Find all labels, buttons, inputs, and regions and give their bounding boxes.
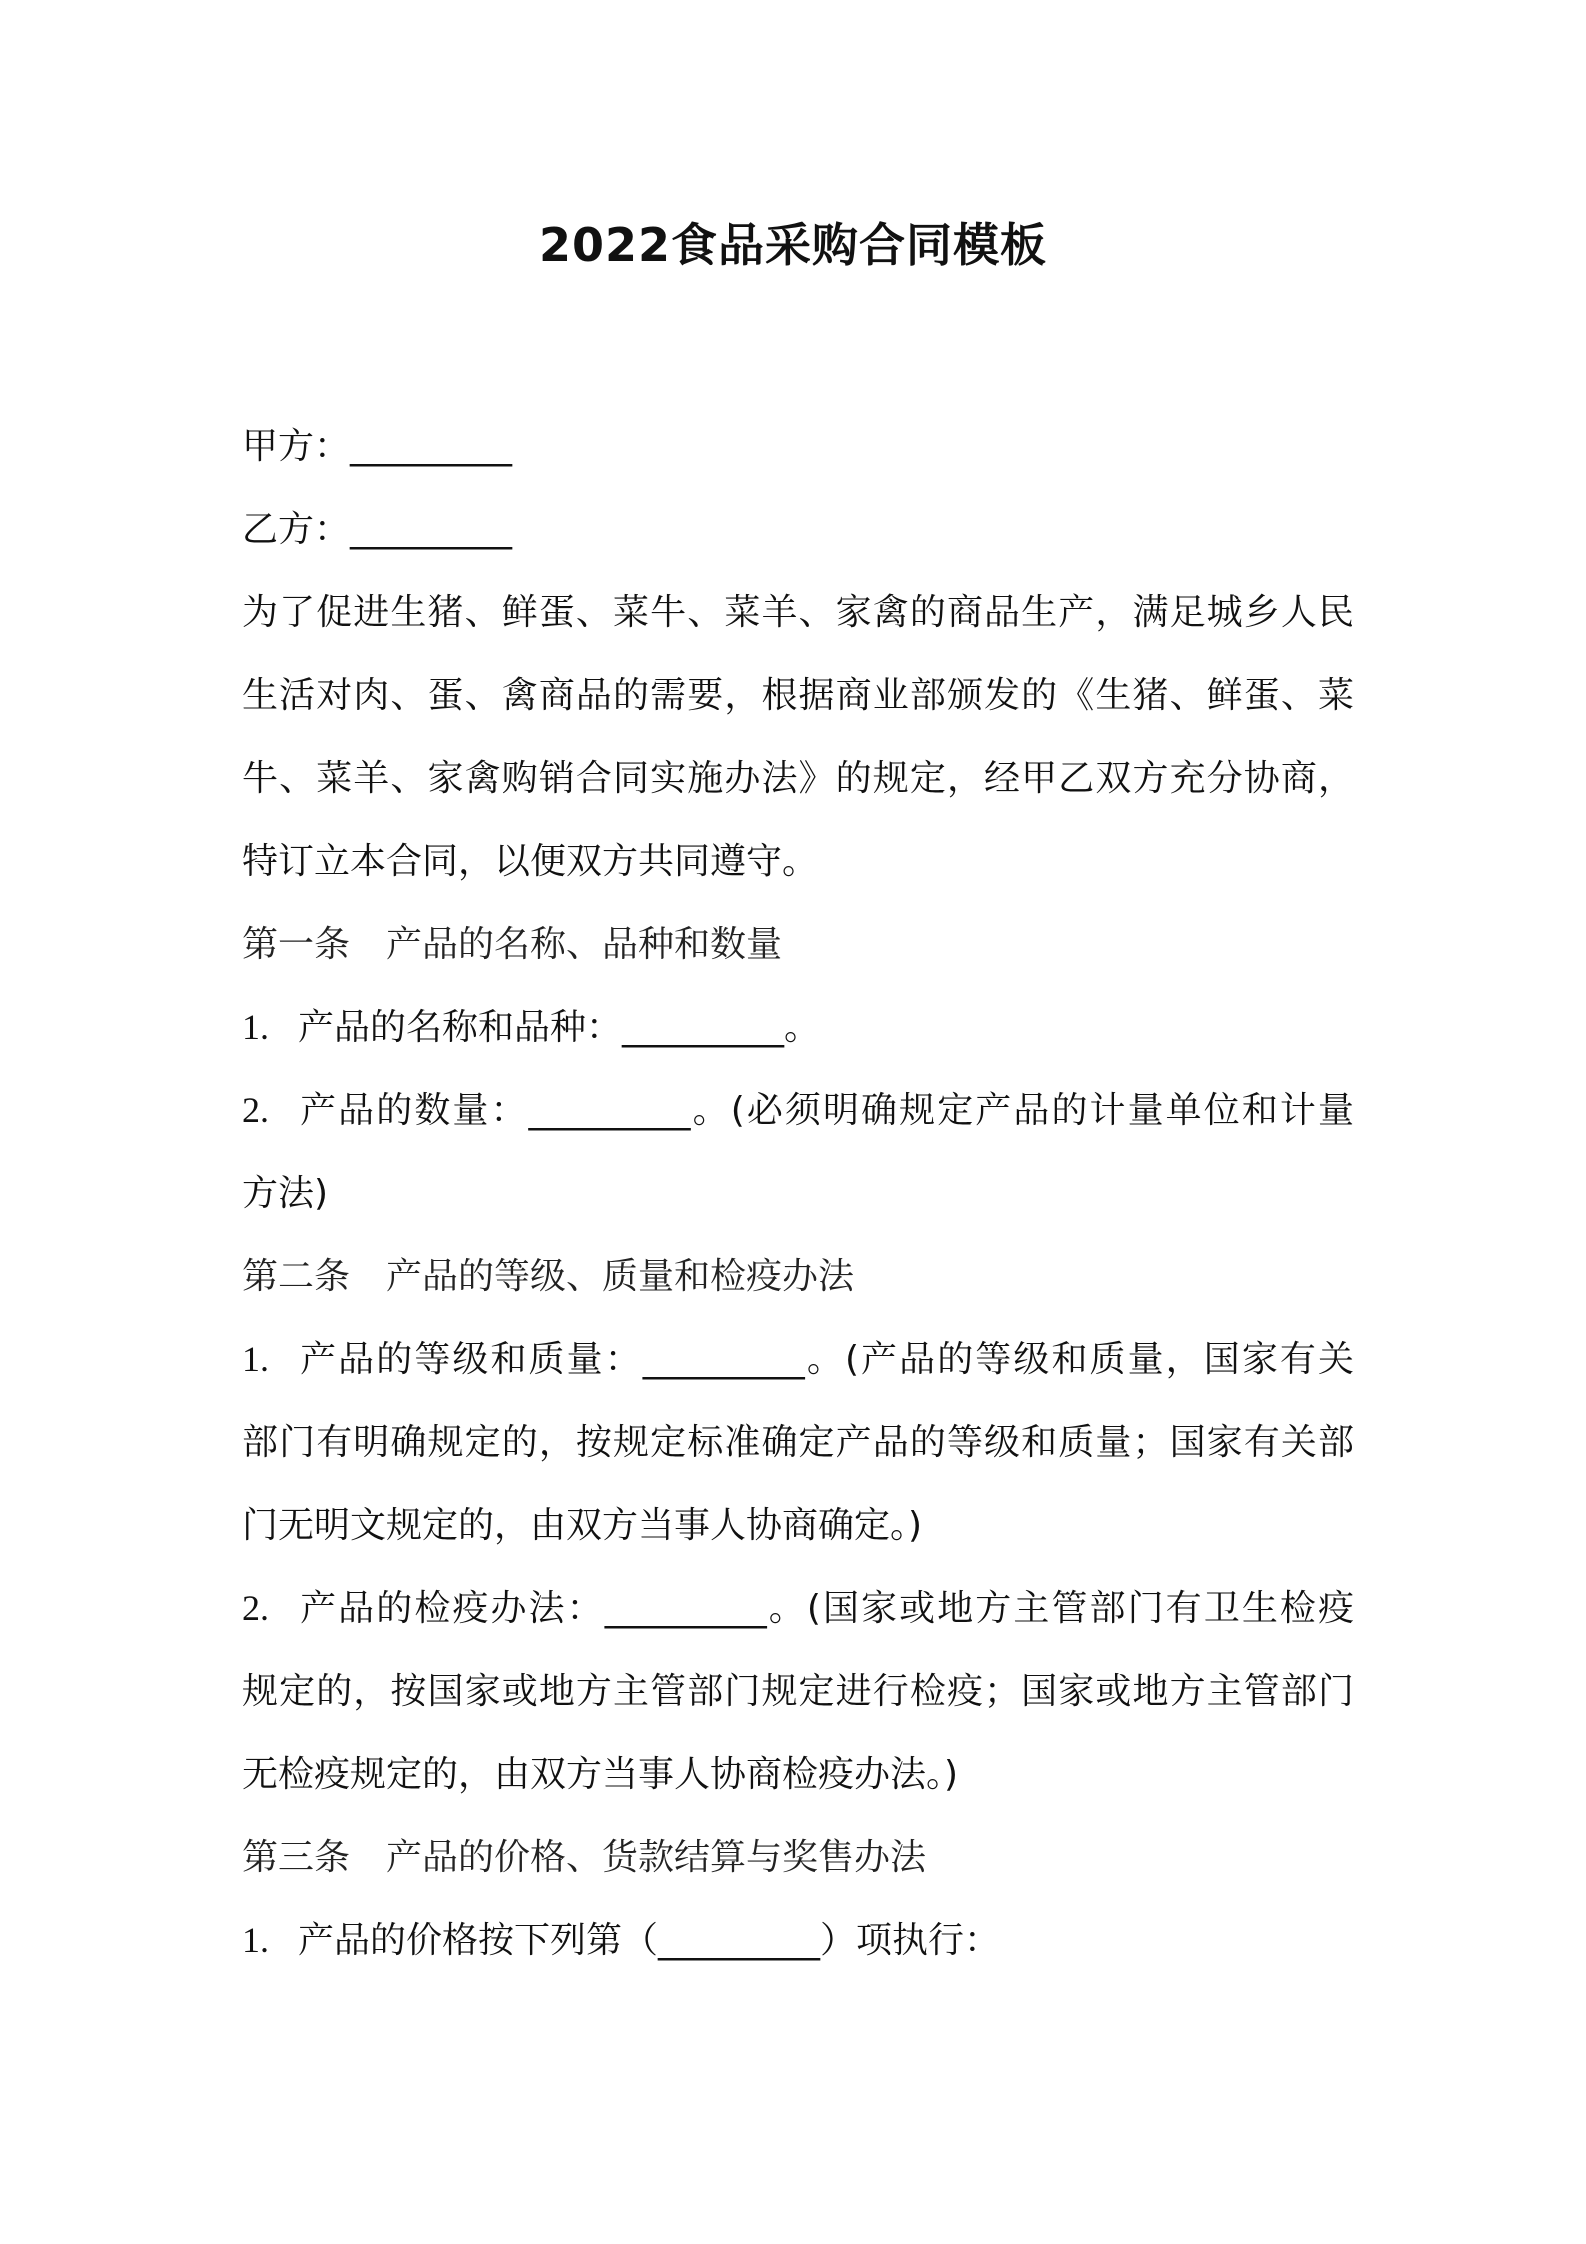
article-2-item-2-line-3: 无检疫规定的，由双方当事人协商检疫办法。) bbox=[242, 1754, 959, 1795]
article-3-item-1-text: 产品的价格按下列第（_________）项执行： bbox=[298, 1920, 1001, 1961]
article-2-item-1-line-3: 门无明文规定的，由双方当事人协商确定。) bbox=[242, 1505, 923, 1546]
article-3-heading bbox=[242, 1816, 1354, 1899]
article-2-item-2-number: 2. bbox=[242, 1588, 269, 1628]
article-1-heading bbox=[242, 903, 1354, 986]
article-2-item-1 bbox=[242, 1318, 1354, 1567]
article-2-label: 第二条 bbox=[242, 1256, 351, 1297]
article-1-item-1-text: 产品的名称和品种：_________。 bbox=[298, 1007, 821, 1048]
intro-paragraph bbox=[242, 571, 1354, 903]
article-3-label: 第三条 bbox=[242, 1837, 351, 1878]
article-2-item-2-text-1: 产品的检疫办法：_________。(国家或地方主管部门有卫生检疫 bbox=[298, 1588, 1354, 1629]
article-2-item-1-text-1: 产品的等级和质量：_________。(产品的等级和质量，国家有关 bbox=[298, 1339, 1354, 1380]
article-1-title: 产品的名称、品种和数量 bbox=[386, 924, 783, 965]
article-3-item-1-number: 1. bbox=[242, 1920, 269, 1960]
article-2-item-2 bbox=[242, 1567, 1354, 1816]
article-1-item-2-line-2: 方法) bbox=[242, 1173, 329, 1214]
article-3-title: 产品的价格、货款结算与奖售办法 bbox=[386, 1837, 927, 1878]
article-1-label: 第一条 bbox=[242, 924, 351, 965]
intro-line-1: 为了促进生猪、鲜蛋、菜牛、菜羊、家禽的商品生产，满足城乡人民 bbox=[242, 592, 1354, 633]
article-1-item-2-number: 2. bbox=[242, 1090, 269, 1130]
article-1-item-2-text-1: 产品的数量：_________。(必须明确规定产品的计量单位和计量 bbox=[298, 1090, 1354, 1131]
article-3-item-1 bbox=[242, 1899, 1354, 1982]
article-1-item-2-line-1 bbox=[242, 1069, 1354, 1152]
party-b-line: 乙方：_________ bbox=[242, 509, 513, 550]
article-1-item-1 bbox=[242, 986, 1354, 1069]
article-2-item-1-line-1 bbox=[242, 1318, 1354, 1401]
article-2-item-1-line-2: 部门有明确规定的，按规定标准确定产品的等级和质量；国家有关部 bbox=[242, 1422, 1354, 1463]
article-1-item-1-number: 1. bbox=[242, 1007, 269, 1047]
article-2-item-2-line-2: 规定的，按国家或地方主管部门规定进行检疫；国家或地方主管部门 bbox=[242, 1671, 1354, 1712]
article-2-heading bbox=[242, 1235, 1354, 1318]
article-2-item-1-number: 1. bbox=[242, 1339, 269, 1379]
intro-line-2: 生活对肉、蛋、禽商品的需要，根据商业部颁发的《生猪、鲜蛋、菜 bbox=[242, 675, 1354, 716]
document-body bbox=[242, 405, 1354, 1982]
article-1-item-2 bbox=[242, 1069, 1354, 1235]
article-2-title: 产品的等级、质量和检疫办法 bbox=[386, 1256, 855, 1297]
intro-line-4: 特订立本合同，以便双方共同遵守。 bbox=[242, 841, 819, 882]
party-a-line: 甲方：_________ bbox=[242, 426, 513, 467]
document-title: 2022食品采购合同模板 bbox=[538, 218, 1048, 272]
article-2-item-2-line-1 bbox=[242, 1567, 1354, 1650]
intro-line-3: 牛、菜羊、家禽购销合同实施办法》的规定，经甲乙双方充分协商， bbox=[242, 758, 1354, 799]
